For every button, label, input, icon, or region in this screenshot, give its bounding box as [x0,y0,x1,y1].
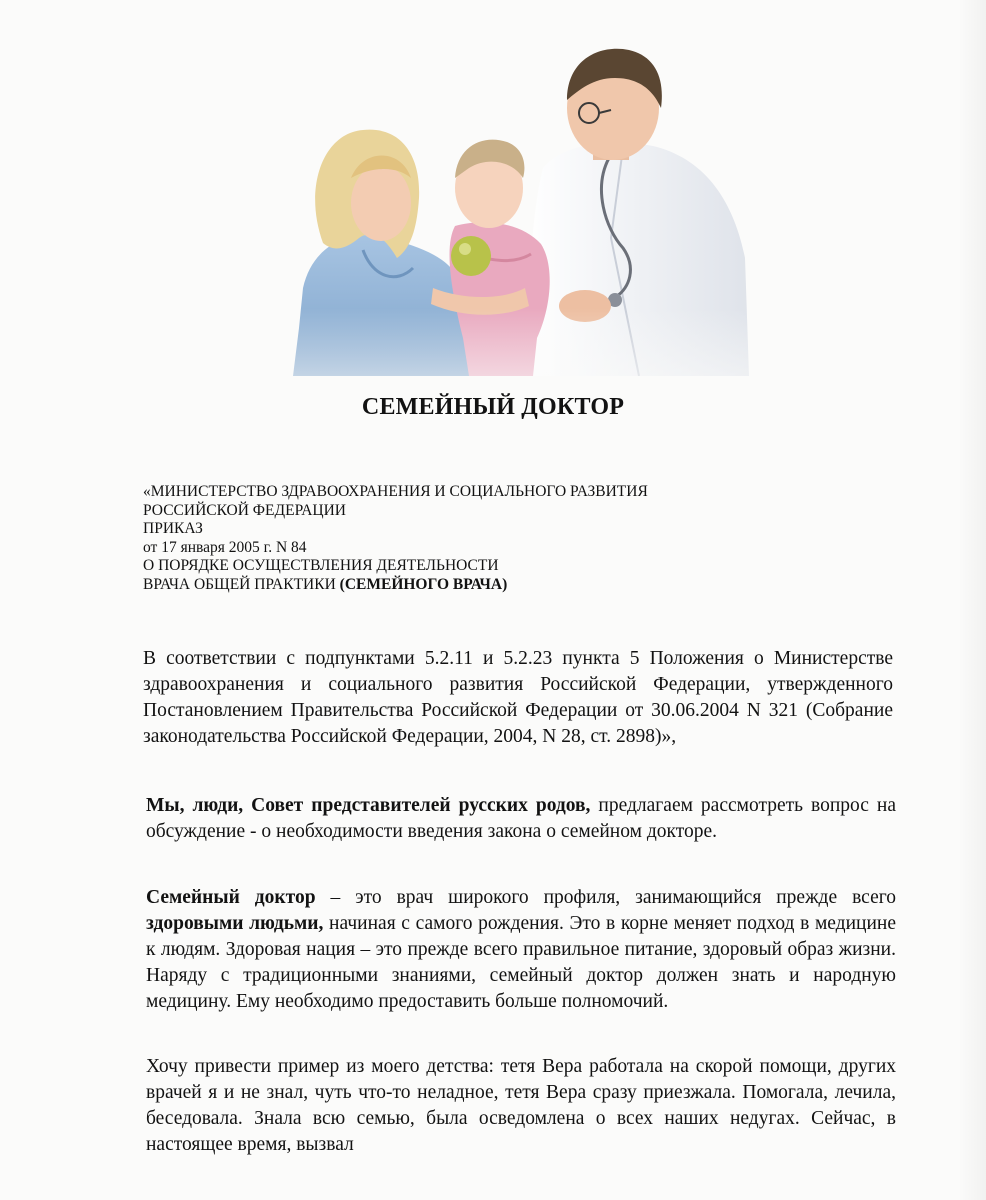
paragraph-definition [143,885,896,1015]
paragraph-definition-bold-1: Семейный доктор [146,887,316,908]
order-ministry-line: «МИНИСТЕРСТВО ЗДРАВООХРАНЕНИЯ И СОЦИАЛЬНОГО РАЗВИТИЯ [143,483,648,500]
order-date-line: от 17 января 2005 г. N 84 [143,538,307,556]
scan-edge-shadow [958,0,986,1200]
paragraph-definition-text-1: – это врач широкого профиля, занимающийся прежде всего [315,887,896,908]
order-subject-line-2 [143,576,783,595]
paragraph-proposal-bold: Мы, люди, Совет представителей русских родов, [146,795,591,816]
paragraph-definition-bold-2: здоровыми людьми, [146,913,324,934]
paragraph-proposal-text: предлагаем рассмотреть вопрос на обсуждение - о необходимости введения закона о семейном докторе. [146,795,896,842]
page-title: СЕМЕЙНЫЙ ДОКТОР [361,394,625,420]
order-subject-plain: ВРАЧА ОБЩЕЙ ПРАКТИКИ [143,575,340,593]
paragraph-legal-basis: В соответствии с подпунктами 5.2.11 и 5.2.23 пункта 5 Положения о Министерстве здравоохранения и социального развития Российской Федерации, утвержденного Постановлением Правительства Российской Федерации от 30.06.2004 N 321 (Собрание законодательства Российской Федерации, 2004, N 28, ст. 2898)», [143,648,893,747]
order-type-line: ПРИКАЗ [143,520,203,537]
paragraph-proposal [143,793,896,845]
order-subject-bold: (СЕМЕЙНОГО ВРАЧА) [339,575,508,593]
paragraph-definition-text-2: начиная с самого рождения. Это в корне меняет подход в медицине к людям. Здоровая нация – это прежде всего правильное питание, здоровый образ жизни. Наряду с традиционными знаниями, семейный доктор должен знать и народную медицину. Ему необходимо предоставить больше полномочий. [146,913,897,1012]
family-doctor-photo [293,38,749,376]
order-header [143,483,783,594]
paragraph-childhood-example: Хочу привести пример из моего детства: тетя Вера работала на скорой помощи, других врачей я и не знал, чуть что-то неладное, тетя Вера сразу приезжала. Помогала, лечила, беседовала. Знала всю семью, была осведомлена о всех наших недугах. Сейчас, в настоящее время, вызвал [146,1056,896,1155]
order-federation-line: РОССИЙСКОЙ ФЕДЕРАЦИИ [143,501,346,519]
order-subject-line: О ПОРЯДКЕ ОСУЩЕСТВЛЕНИЯ ДЕЯТЕЛЬНОСТИ [143,557,499,574]
